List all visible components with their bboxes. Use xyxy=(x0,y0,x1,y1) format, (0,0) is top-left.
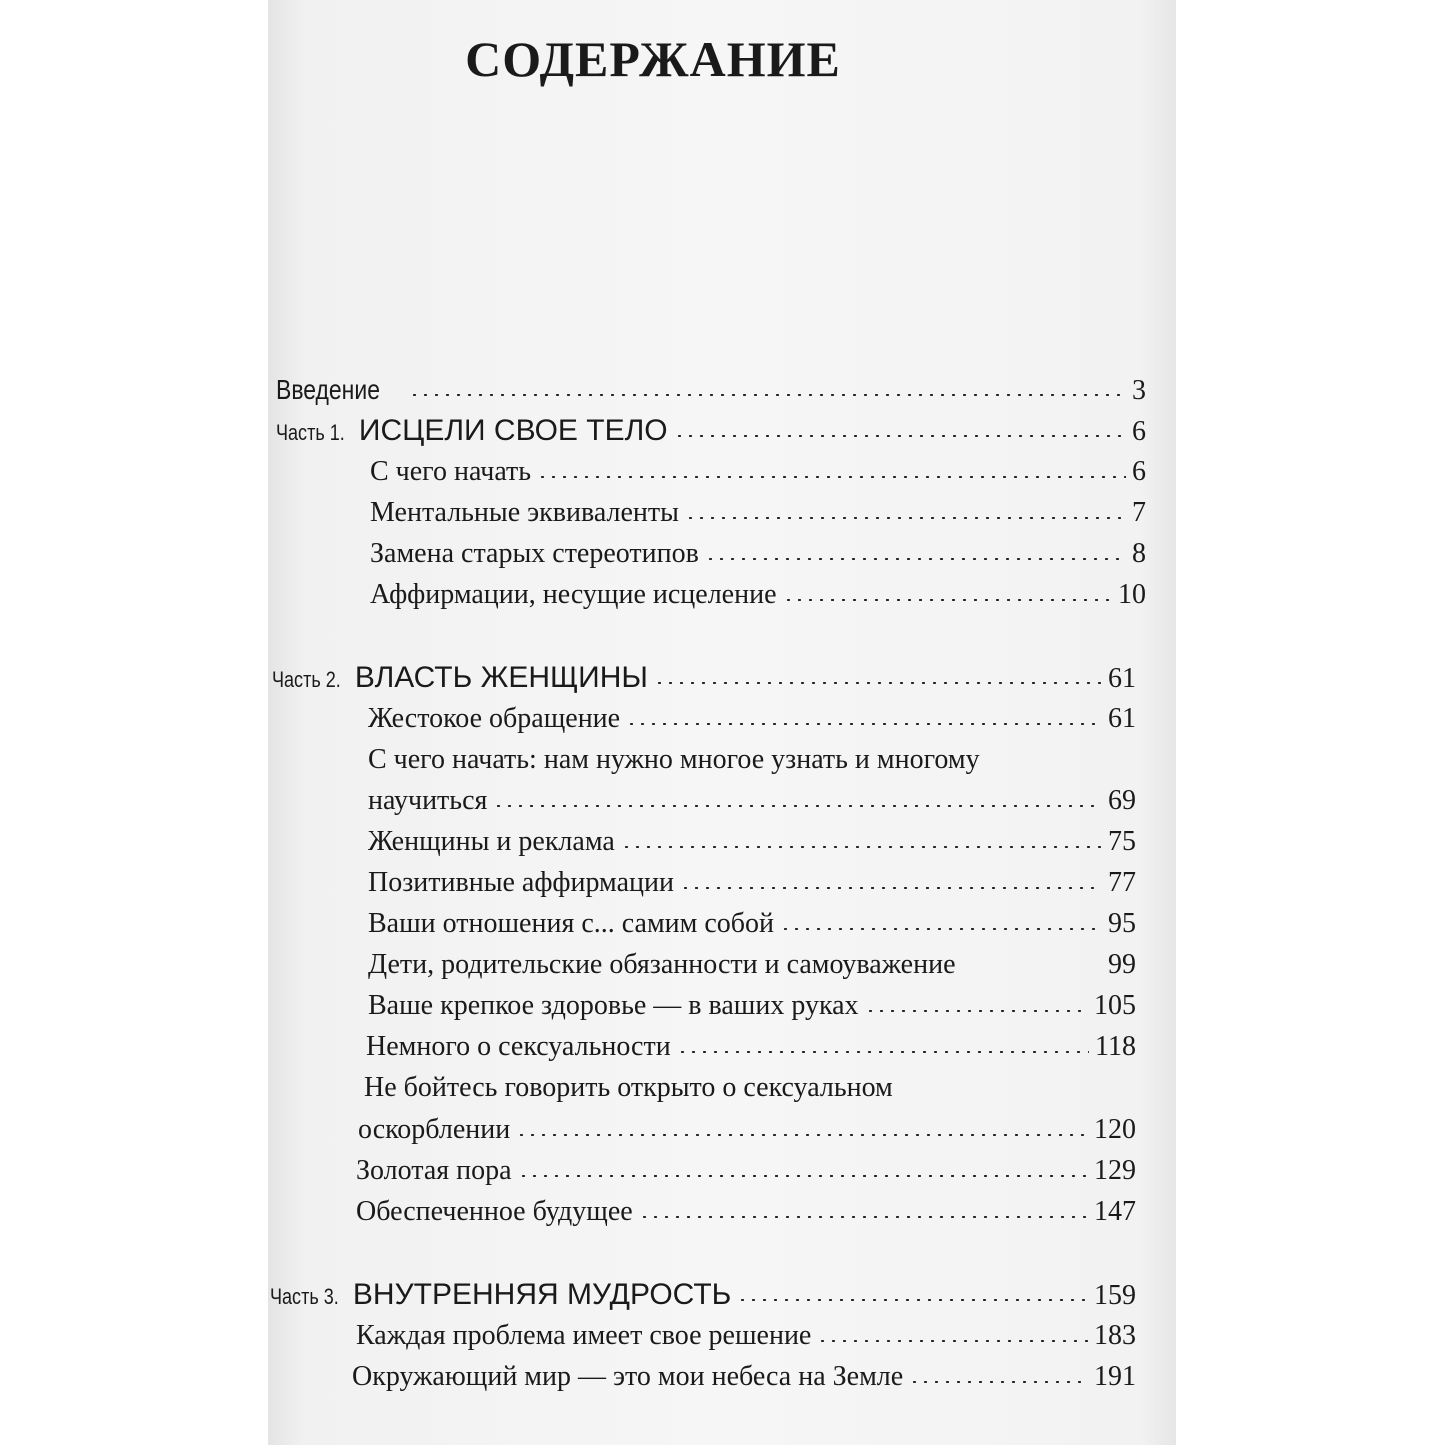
toc-page-number: 69 xyxy=(1108,785,1136,816)
toc-entry[interactable] xyxy=(370,495,1146,531)
toc-entry[interactable] xyxy=(368,701,1136,737)
toc-page-number: 105 xyxy=(1094,990,1136,1021)
toc-page-number: 95 xyxy=(1108,908,1136,939)
toc-entry[interactable] xyxy=(358,1112,1136,1148)
dot-leader xyxy=(516,1134,1088,1136)
toc-entry[interactable] xyxy=(352,1359,1136,1395)
part-title: ВНУТРЕННЯЯ МУДРОСТЬ xyxy=(352,1278,732,1311)
dot-leader xyxy=(909,1381,1088,1383)
dot-leader xyxy=(537,476,1126,478)
part-title: ИСЦЕЛИ СВОЕ ТЕЛО xyxy=(358,414,668,447)
toc-entry[interactable] xyxy=(368,906,1136,942)
toc-label: Немного о сексуальности xyxy=(366,1031,671,1062)
toc-label: Женщины и реклама xyxy=(368,826,615,857)
toc-page-number: 3 xyxy=(1132,375,1146,406)
toc-label: научиться xyxy=(368,785,488,816)
toc-page-number: 6 xyxy=(1132,416,1146,447)
dot-leader xyxy=(817,1340,1088,1342)
dot-leader xyxy=(639,1216,1088,1218)
dot-leader xyxy=(865,1010,1088,1012)
toc-label: Введение xyxy=(276,374,380,405)
toc-page-number: 75 xyxy=(1108,826,1136,857)
dot-leader xyxy=(674,435,1126,437)
dot-leader xyxy=(780,928,1102,930)
toc-page-number: 61 xyxy=(1108,663,1136,694)
toc-label: Аффирмации, несущие исцеление xyxy=(370,579,777,610)
toc-entry[interactable] xyxy=(356,1194,1136,1230)
part-title: ВЛАСТЬ ЖЕНЩИНЫ xyxy=(354,661,648,694)
toc-label: Дети, родительские обязанности и самоуважение xyxy=(368,949,956,980)
toc-page-number: 61 xyxy=(1108,703,1136,734)
dot-leader xyxy=(626,723,1102,725)
toc-entry-intro[interactable] xyxy=(276,372,1146,408)
toc-label-first-line: С чего начать: нам нужно многое узнать и многому xyxy=(368,744,980,775)
toc-entry[interactable] xyxy=(370,536,1146,572)
dot-leader xyxy=(621,846,1102,848)
toc-page-number: 10 xyxy=(1118,579,1146,610)
part-prefix: Часть 3. xyxy=(270,1284,339,1309)
toc-page-number: 7 xyxy=(1132,497,1146,528)
toc-page-number: 159 xyxy=(1094,1280,1136,1311)
toc-label: С чего начать xyxy=(370,456,532,487)
toc-entry[interactable] xyxy=(370,577,1146,613)
toc-label: Окружающий мир — это мои небеса на Земле xyxy=(352,1361,904,1392)
dot-leader xyxy=(518,1175,1088,1177)
toc-page-number: 183 xyxy=(1094,1320,1136,1351)
toc-label-first-line: Не бойтесь говорить открыто о сексуальном xyxy=(364,1072,893,1103)
part-prefix: Часть 2. xyxy=(272,667,341,692)
toc-entry-part-2[interactable] xyxy=(272,660,1136,696)
toc-entry[interactable] xyxy=(368,947,1136,983)
dot-leader xyxy=(783,599,1112,601)
dot-leader xyxy=(493,805,1102,807)
toc-label: Ваши отношения с... самим собой xyxy=(368,908,775,939)
toc-page-number: 99 xyxy=(1108,949,1136,980)
toc-page-number: 191 xyxy=(1094,1361,1136,1392)
toc-entry-part-1[interactable] xyxy=(276,413,1146,449)
toc-label: Каждая проблема имеет свое решение xyxy=(356,1320,812,1351)
toc-label: Позитивные аффирмации xyxy=(368,867,674,898)
toc-entry[interactable] xyxy=(368,824,1136,860)
page-title: СОДЕРЖАНИЕ xyxy=(465,31,841,87)
toc-page-number: 8 xyxy=(1132,538,1146,569)
toc-label: оскорблении xyxy=(358,1114,511,1145)
toc-page-number: 6 xyxy=(1132,456,1146,487)
toc-label: Ваше крепкое здоровье — в ваших руках xyxy=(368,990,859,1021)
toc-label: Золотая пора xyxy=(356,1155,512,1186)
dot-leader xyxy=(654,682,1102,684)
dot-leader xyxy=(680,887,1102,889)
dot-leader xyxy=(705,558,1126,560)
dot-leader xyxy=(685,517,1126,519)
toc-entry[interactable] xyxy=(366,1029,1136,1065)
dot-leader xyxy=(409,394,1126,396)
toc-page-number: 77 xyxy=(1108,867,1136,898)
toc-label: Жестокое обращение xyxy=(368,703,621,734)
dot-leader xyxy=(737,1299,1088,1301)
toc-page-number: 129 xyxy=(1094,1155,1136,1186)
toc-entry[interactable] xyxy=(356,1318,1136,1354)
toc-label: Замена старых стереотипов xyxy=(370,538,699,569)
toc-page-number: 147 xyxy=(1094,1196,1136,1227)
toc-page-number: 120 xyxy=(1094,1114,1136,1145)
dot-leader xyxy=(677,1051,1089,1053)
toc-entry[interactable] xyxy=(368,988,1136,1024)
toc-entry[interactable] xyxy=(368,865,1136,901)
part-prefix: Часть 1. xyxy=(276,420,345,445)
toc-label: Ментальные эквиваленты xyxy=(370,497,679,528)
toc-entry[interactable] xyxy=(368,783,1136,819)
toc-entry-part-3[interactable] xyxy=(270,1277,1136,1313)
toc-entry[interactable] xyxy=(370,454,1146,490)
toc-entry[interactable] xyxy=(356,1153,1136,1189)
toc-page-number: 118 xyxy=(1095,1031,1136,1062)
toc-label: Обеспеченное будущее xyxy=(356,1196,633,1227)
